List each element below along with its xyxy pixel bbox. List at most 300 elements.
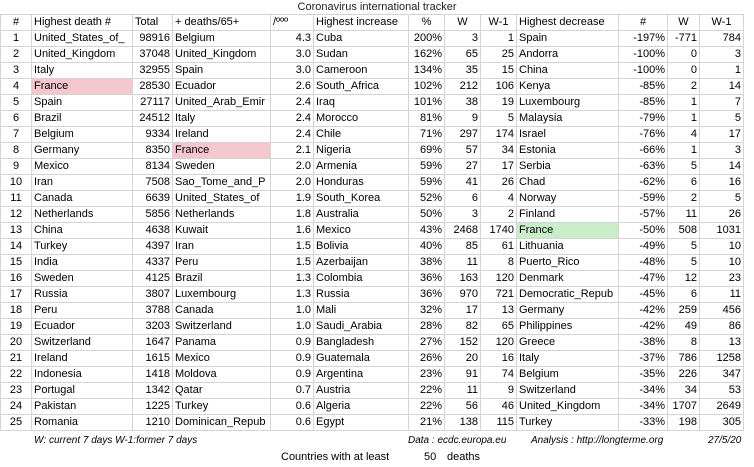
cell-total[interactable]: 32955 (133, 63, 173, 79)
cell-increase-pct[interactable]: 162% (409, 47, 445, 63)
header-total[interactable]: Total (133, 15, 173, 31)
cell-increase-pct[interactable]: 36% (409, 271, 445, 287)
cell-decrease-w[interactable]: 11 (668, 207, 700, 223)
cell-increase-country[interactable]: Bolivia (314, 239, 409, 255)
cell-decrease-pct[interactable]: -100% (619, 63, 668, 79)
header-decrease-w1[interactable]: W-1 (700, 15, 744, 31)
cell-total[interactable]: 5856 (133, 207, 173, 223)
cell-decrease-pct[interactable]: -38% (619, 335, 668, 351)
header-per65-country[interactable]: + deaths/65+ (173, 15, 271, 31)
cell-death-country[interactable]: Germany (32, 143, 133, 159)
cell-increase-w[interactable]: 11 (445, 383, 481, 399)
cell-decrease-w[interactable]: 198 (668, 415, 700, 431)
cell-decrease-country[interactable]: Democratic_Repub (517, 287, 619, 303)
cell-increase-w[interactable]: 35 (445, 63, 481, 79)
cell-decrease-w1[interactable]: 5 (700, 111, 744, 127)
cell-decrease-w1[interactable]: 456 (700, 303, 744, 319)
cell-increase-w[interactable]: 38 (445, 95, 481, 111)
cell-per65-country[interactable]: Kuwait (173, 223, 271, 239)
cell-per65-country[interactable]: Spain (173, 63, 271, 79)
cell-decrease-w1[interactable]: 26 (700, 207, 744, 223)
cell-total[interactable]: 4337 (133, 255, 173, 271)
cell-increase-w[interactable]: 82 (445, 319, 481, 335)
cell-increase-pct[interactable]: 40% (409, 239, 445, 255)
cell-increase-w[interactable]: 6 (445, 191, 481, 207)
cell-decrease-pct[interactable]: -85% (619, 95, 668, 111)
cell-decrease-w[interactable]: 1 (668, 111, 700, 127)
cell-increase-country[interactable]: Honduras (314, 175, 409, 191)
cell-decrease-w1[interactable]: 10 (700, 239, 744, 255)
cell-death-country[interactable]: United_States_of_ (32, 31, 133, 47)
cell-permille[interactable]: 1.9 (271, 191, 314, 207)
cell-total[interactable]: 3807 (133, 287, 173, 303)
cell-increase-w[interactable]: 91 (445, 367, 481, 383)
cell-decrease-country[interactable]: Lithuania (517, 239, 619, 255)
cell-per65-country[interactable]: France (173, 143, 271, 159)
cell-rank[interactable]: 18 (1, 303, 32, 319)
cell-permille[interactable]: 1.0 (271, 319, 314, 335)
cell-permille[interactable]: 2.4 (271, 111, 314, 127)
cell-decrease-pct[interactable]: -42% (619, 319, 668, 335)
cell-increase-w1[interactable]: 46 (481, 399, 517, 415)
cell-decrease-country[interactable]: Turkey (517, 415, 619, 431)
cell-decrease-w[interactable]: 1 (668, 143, 700, 159)
cell-per65-country[interactable]: Iran (173, 239, 271, 255)
cell-decrease-pct[interactable]: -50% (619, 223, 668, 239)
cell-decrease-w1[interactable]: 7 (700, 95, 744, 111)
cell-increase-w1[interactable]: 16 (481, 351, 517, 367)
cell-increase-w[interactable]: 27 (445, 159, 481, 175)
cell-increase-pct[interactable]: 50% (409, 207, 445, 223)
cell-increase-w1[interactable]: 9 (481, 383, 517, 399)
cell-rank[interactable]: 14 (1, 239, 32, 255)
cell-increase-w[interactable]: 163 (445, 271, 481, 287)
cell-rank[interactable]: 25 (1, 415, 32, 431)
cell-decrease-country[interactable]: Malaysia (517, 111, 619, 127)
cell-rank[interactable]: 20 (1, 335, 32, 351)
cell-increase-pct[interactable]: 69% (409, 143, 445, 159)
cell-permille[interactable]: 3.0 (271, 63, 314, 79)
cell-increase-country[interactable]: Austria (314, 383, 409, 399)
cell-permille[interactable]: 1.3 (271, 271, 314, 287)
cell-rank[interactable]: 21 (1, 351, 32, 367)
cell-per65-country[interactable]: Ecuador (173, 79, 271, 95)
cell-increase-country[interactable]: Australia (314, 207, 409, 223)
cell-increase-country[interactable]: Chile (314, 127, 409, 143)
cell-decrease-w1[interactable]: 53 (700, 383, 744, 399)
cell-decrease-pct[interactable]: -37% (619, 351, 668, 367)
cell-decrease-pct[interactable]: -76% (619, 127, 668, 143)
cell-decrease-w[interactable]: 2 (668, 79, 700, 95)
cell-rank[interactable]: 11 (1, 191, 32, 207)
cell-increase-w[interactable]: 152 (445, 335, 481, 351)
cell-increase-w[interactable]: 2468 (445, 223, 481, 239)
cell-death-country[interactable]: India (32, 255, 133, 271)
cell-per65-country[interactable]: Belgium (173, 31, 271, 47)
cell-total[interactable]: 7508 (133, 175, 173, 191)
cell-per65-country[interactable]: Turkey (173, 399, 271, 415)
cell-decrease-w[interactable]: 6 (668, 175, 700, 191)
cell-decrease-w1[interactable]: 17 (700, 127, 744, 143)
cell-decrease-w1[interactable]: 11 (700, 287, 744, 303)
cell-permille[interactable]: 0.9 (271, 335, 314, 351)
cell-decrease-pct[interactable]: -100% (619, 47, 668, 63)
cell-permille[interactable]: 0.7 (271, 383, 314, 399)
cell-increase-pct[interactable]: 43% (409, 223, 445, 239)
cell-permille[interactable]: 1.5 (271, 255, 314, 271)
cell-decrease-country[interactable]: Andorra (517, 47, 619, 63)
cell-decrease-w1[interactable]: 3 (700, 143, 744, 159)
cell-total[interactable]: 9334 (133, 127, 173, 143)
cell-decrease-w1[interactable]: 14 (700, 159, 744, 175)
cell-decrease-w1[interactable]: 86 (700, 319, 744, 335)
cell-per65-country[interactable]: Switzerland (173, 319, 271, 335)
cell-increase-country[interactable]: Armenia (314, 159, 409, 175)
cell-increase-w[interactable]: 56 (445, 399, 481, 415)
cell-increase-w1[interactable]: 13 (481, 303, 517, 319)
cell-increase-w1[interactable]: 65 (481, 319, 517, 335)
cell-decrease-w[interactable]: 786 (668, 351, 700, 367)
cell-increase-country[interactable]: Argentina (314, 367, 409, 383)
cell-decrease-w[interactable]: 34 (668, 383, 700, 399)
cell-total[interactable]: 24512 (133, 111, 173, 127)
cell-permille[interactable]: 1.3 (271, 287, 314, 303)
cell-death-country[interactable]: United_Kingdom (32, 47, 133, 63)
header-decrease-pct[interactable]: # (619, 15, 668, 31)
cell-rank[interactable]: 13 (1, 223, 32, 239)
cell-increase-pct[interactable]: 59% (409, 175, 445, 191)
cell-rank[interactable]: 7 (1, 127, 32, 143)
cell-increase-w[interactable]: 41 (445, 175, 481, 191)
cell-per65-country[interactable]: Mexico (173, 351, 271, 367)
cell-increase-pct[interactable]: 32% (409, 303, 445, 319)
cell-increase-country[interactable]: Morocco (314, 111, 409, 127)
cell-decrease-country[interactable]: Chad (517, 175, 619, 191)
cell-total[interactable]: 3203 (133, 319, 173, 335)
cell-total[interactable]: 8350 (133, 143, 173, 159)
cell-increase-country[interactable]: Saudi_Arabia (314, 319, 409, 335)
cell-per65-country[interactable]: Ireland (173, 127, 271, 143)
cell-rank[interactable]: 4 (1, 79, 32, 95)
cell-death-country[interactable]: Turkey (32, 239, 133, 255)
cell-death-country[interactable]: Romania (32, 415, 133, 431)
cell-increase-pct[interactable]: 38% (409, 255, 445, 271)
cell-total[interactable]: 1210 (133, 415, 173, 431)
cell-decrease-w[interactable]: 5 (668, 159, 700, 175)
cell-decrease-country[interactable]: Kenya (517, 79, 619, 95)
cell-increase-w[interactable]: 57 (445, 143, 481, 159)
cell-decrease-w1[interactable]: 16 (700, 175, 744, 191)
cell-per65-country[interactable]: Brazil (173, 271, 271, 287)
cell-decrease-pct[interactable]: -85% (619, 79, 668, 95)
cell-increase-country[interactable]: Cameroon (314, 63, 409, 79)
cell-increase-w[interactable]: 9 (445, 111, 481, 127)
cell-per65-country[interactable]: Luxembourg (173, 287, 271, 303)
cell-increase-w[interactable]: 3 (445, 31, 481, 47)
cell-increase-pct[interactable]: 21% (409, 415, 445, 431)
cell-increase-w[interactable]: 20 (445, 351, 481, 367)
cell-death-country[interactable]: Iran (32, 175, 133, 191)
cell-increase-w1[interactable]: 19 (481, 95, 517, 111)
cell-increase-country[interactable]: Azerbaijan (314, 255, 409, 271)
cell-decrease-pct[interactable]: -33% (619, 415, 668, 431)
header-decrease-w[interactable]: W (668, 15, 700, 31)
cell-increase-w1[interactable]: 1 (481, 31, 517, 47)
cell-decrease-country[interactable]: Greece (517, 335, 619, 351)
cell-decrease-country[interactable]: Israel (517, 127, 619, 143)
cell-decrease-country[interactable]: Denmark (517, 271, 619, 287)
cell-decrease-w1[interactable]: 784 (700, 31, 744, 47)
cell-permille[interactable]: 3.0 (271, 47, 314, 63)
cell-increase-w1[interactable]: 4 (481, 191, 517, 207)
cell-increase-country[interactable]: Iraq (314, 95, 409, 111)
cell-increase-pct[interactable]: 59% (409, 159, 445, 175)
header-increase-pct[interactable]: % (409, 15, 445, 31)
cell-death-country[interactable]: France (32, 79, 133, 95)
cell-decrease-pct[interactable]: -79% (619, 111, 668, 127)
cell-death-country[interactable]: Mexico (32, 159, 133, 175)
cell-decrease-w1[interactable]: 1258 (700, 351, 744, 367)
cell-per65-country[interactable]: Qatar (173, 383, 271, 399)
cell-decrease-country[interactable]: France (517, 223, 619, 239)
cell-death-country[interactable]: Switzerland (32, 335, 133, 351)
cell-permille[interactable]: 1.0 (271, 303, 314, 319)
cell-decrease-pct[interactable]: -49% (619, 239, 668, 255)
cell-increase-country[interactable]: Sudan (314, 47, 409, 63)
cell-decrease-w1[interactable]: 14 (700, 79, 744, 95)
cell-decrease-w1[interactable]: 2649 (700, 399, 744, 415)
cell-death-country[interactable]: Canada (32, 191, 133, 207)
cell-permille[interactable]: 2.4 (271, 127, 314, 143)
cell-total[interactable]: 4638 (133, 223, 173, 239)
cell-total[interactable]: 98916 (133, 31, 173, 47)
cell-increase-w1[interactable]: 34 (481, 143, 517, 159)
cell-total[interactable]: 27117 (133, 95, 173, 111)
header-death-country[interactable]: Highest death # (32, 15, 133, 31)
cell-death-country[interactable]: Ireland (32, 351, 133, 367)
cell-decrease-pct[interactable]: -59% (619, 191, 668, 207)
header-increase-w1[interactable]: W-1 (481, 15, 517, 31)
cell-permille[interactable]: 0.9 (271, 351, 314, 367)
cell-increase-w1[interactable]: 74 (481, 367, 517, 383)
cell-increase-w1[interactable]: 174 (481, 127, 517, 143)
cell-rank[interactable]: 5 (1, 95, 32, 111)
cell-rank[interactable]: 16 (1, 271, 32, 287)
cell-increase-w[interactable]: 212 (445, 79, 481, 95)
cell-decrease-w[interactable]: -771 (668, 31, 700, 47)
cell-rank[interactable]: 12 (1, 207, 32, 223)
cell-decrease-w[interactable]: 259 (668, 303, 700, 319)
cell-decrease-w[interactable]: 0 (668, 63, 700, 79)
cell-increase-w1[interactable]: 120 (481, 271, 517, 287)
cell-increase-w[interactable]: 17 (445, 303, 481, 319)
cell-decrease-w[interactable]: 12 (668, 271, 700, 287)
cell-total[interactable]: 3788 (133, 303, 173, 319)
cell-decrease-country[interactable]: Estonia (517, 143, 619, 159)
threshold-value[interactable]: 50 (424, 451, 437, 463)
cell-increase-w1[interactable]: 106 (481, 79, 517, 95)
cell-increase-pct[interactable]: 101% (409, 95, 445, 111)
cell-decrease-w1[interactable]: 23 (700, 271, 744, 287)
cell-per65-country[interactable]: United_Arab_Emir (173, 95, 271, 111)
cell-rank[interactable]: 1 (1, 31, 32, 47)
cell-decrease-w[interactable]: 8 (668, 335, 700, 351)
cell-per65-country[interactable]: United_Kingdom (173, 47, 271, 63)
cell-increase-pct[interactable]: 71% (409, 127, 445, 143)
cell-total[interactable]: 28530 (133, 79, 173, 95)
cell-increase-w1[interactable]: 17 (481, 159, 517, 175)
cell-rank[interactable]: 9 (1, 159, 32, 175)
header-decrease-country[interactable]: Highest decrease (517, 15, 619, 31)
cell-increase-pct[interactable]: 22% (409, 383, 445, 399)
cell-increase-w1[interactable]: 5 (481, 111, 517, 127)
cell-increase-w[interactable]: 11 (445, 255, 481, 271)
cell-decrease-country[interactable]: United_Kingdom (517, 399, 619, 415)
cell-per65-country[interactable]: Peru (173, 255, 271, 271)
cell-decrease-pct[interactable]: -42% (619, 303, 668, 319)
cell-increase-country[interactable]: South_Africa (314, 79, 409, 95)
cell-decrease-w1[interactable]: 5 (700, 191, 744, 207)
cell-decrease-w[interactable]: 1 (668, 95, 700, 111)
cell-increase-country[interactable]: Russia (314, 287, 409, 303)
cell-permille[interactable]: 0.9 (271, 367, 314, 383)
cell-decrease-w[interactable]: 1707 (668, 399, 700, 415)
cell-decrease-w[interactable]: 5 (668, 239, 700, 255)
cell-increase-w1[interactable]: 120 (481, 335, 517, 351)
cell-increase-country[interactable]: Egypt (314, 415, 409, 431)
cell-decrease-w[interactable]: 0 (668, 47, 700, 63)
cell-increase-w1[interactable]: 115 (481, 415, 517, 431)
cell-permille[interactable]: 1.5 (271, 239, 314, 255)
cell-rank[interactable]: 3 (1, 63, 32, 79)
cell-increase-w1[interactable]: 2 (481, 207, 517, 223)
cell-decrease-country[interactable]: Puerto_Rico (517, 255, 619, 271)
cell-increase-country[interactable]: Cuba (314, 31, 409, 47)
cell-rank[interactable]: 17 (1, 287, 32, 303)
cell-rank[interactable]: 8 (1, 143, 32, 159)
cell-increase-pct[interactable]: 52% (409, 191, 445, 207)
cell-permille[interactable]: 0.6 (271, 399, 314, 415)
cell-decrease-w[interactable]: 508 (668, 223, 700, 239)
cell-increase-pct[interactable]: 26% (409, 351, 445, 367)
cell-total[interactable]: 4397 (133, 239, 173, 255)
cell-decrease-w1[interactable]: 305 (700, 415, 744, 431)
header-increase-country[interactable]: Highest increase (314, 15, 409, 31)
cell-permille[interactable]: 1.8 (271, 207, 314, 223)
cell-death-country[interactable]: Ecuador (32, 319, 133, 335)
cell-decrease-w1[interactable]: 13 (700, 335, 744, 351)
cell-increase-country[interactable]: Guatemala (314, 351, 409, 367)
cell-per65-country[interactable]: Netherlands (173, 207, 271, 223)
cell-death-country[interactable]: Belgium (32, 127, 133, 143)
cell-increase-pct[interactable]: 134% (409, 63, 445, 79)
cell-rank[interactable]: 10 (1, 175, 32, 191)
cell-increase-pct[interactable]: 102% (409, 79, 445, 95)
cell-per65-country[interactable]: Sweden (173, 159, 271, 175)
cell-increase-w[interactable]: 3 (445, 207, 481, 223)
cell-increase-w[interactable]: 85 (445, 239, 481, 255)
cell-death-country[interactable]: Sweden (32, 271, 133, 287)
cell-decrease-pct[interactable]: -35% (619, 367, 668, 383)
cell-per65-country[interactable]: United_States_of (173, 191, 271, 207)
cell-increase-pct[interactable]: 23% (409, 367, 445, 383)
cell-decrease-w1[interactable]: 347 (700, 367, 744, 383)
cell-increase-pct[interactable]: 200% (409, 31, 445, 47)
cell-decrease-w[interactable]: 4 (668, 127, 700, 143)
cell-per65-country[interactable]: Italy (173, 111, 271, 127)
cell-decrease-w1[interactable]: 1031 (700, 223, 744, 239)
cell-rank[interactable]: 19 (1, 319, 32, 335)
cell-death-country[interactable]: China (32, 223, 133, 239)
cell-death-country[interactable]: Italy (32, 63, 133, 79)
header-permille[interactable]: /ººº (271, 15, 314, 31)
cell-rank[interactable]: 15 (1, 255, 32, 271)
cell-increase-w[interactable]: 138 (445, 415, 481, 431)
cell-decrease-pct[interactable]: -45% (619, 287, 668, 303)
cell-total[interactable]: 1418 (133, 367, 173, 383)
cell-decrease-country[interactable]: Luxembourg (517, 95, 619, 111)
cell-total[interactable]: 8134 (133, 159, 173, 175)
cell-per65-country[interactable]: Sao_Tome_and_P (173, 175, 271, 191)
cell-increase-w1[interactable]: 15 (481, 63, 517, 79)
cell-decrease-pct[interactable]: -197% (619, 31, 668, 47)
cell-decrease-w[interactable]: 2 (668, 191, 700, 207)
cell-death-country[interactable]: Brazil (32, 111, 133, 127)
cell-decrease-country[interactable]: Norway (517, 191, 619, 207)
cell-increase-country[interactable]: South_Korea (314, 191, 409, 207)
cell-decrease-pct[interactable]: -48% (619, 255, 668, 271)
cell-permille[interactable]: 1.6 (271, 223, 314, 239)
cell-decrease-pct[interactable]: -63% (619, 159, 668, 175)
cell-rank[interactable]: 22 (1, 367, 32, 383)
cell-increase-w1[interactable]: 61 (481, 239, 517, 255)
cell-decrease-country[interactable]: Serbia (517, 159, 619, 175)
cell-death-country[interactable]: Spain (32, 95, 133, 111)
cell-decrease-w[interactable]: 5 (668, 255, 700, 271)
cell-decrease-pct[interactable]: -47% (619, 271, 668, 287)
cell-decrease-pct[interactable]: -66% (619, 143, 668, 159)
cell-increase-country[interactable]: Mali (314, 303, 409, 319)
cell-permille[interactable]: 2.6 (271, 79, 314, 95)
cell-increase-w1[interactable]: 1740 (481, 223, 517, 239)
cell-total[interactable]: 4125 (133, 271, 173, 287)
cell-increase-country[interactable]: Algeria (314, 399, 409, 415)
cell-decrease-country[interactable]: Finland (517, 207, 619, 223)
cell-decrease-w[interactable]: 226 (668, 367, 700, 383)
cell-increase-pct[interactable]: 22% (409, 399, 445, 415)
cell-decrease-pct[interactable]: -57% (619, 207, 668, 223)
cell-total[interactable]: 1615 (133, 351, 173, 367)
cell-rank[interactable]: 24 (1, 399, 32, 415)
cell-death-country[interactable]: Russia (32, 287, 133, 303)
cell-increase-country[interactable]: Nigeria (314, 143, 409, 159)
cell-decrease-w1[interactable]: 10 (700, 255, 744, 271)
cell-decrease-pct[interactable]: -34% (619, 399, 668, 415)
cell-decrease-w[interactable]: 6 (668, 287, 700, 303)
cell-increase-pct[interactable]: 28% (409, 319, 445, 335)
cell-total[interactable]: 6639 (133, 191, 173, 207)
cell-increase-w1[interactable]: 721 (481, 287, 517, 303)
cell-decrease-country[interactable]: Italy (517, 351, 619, 367)
cell-death-country[interactable]: Portugal (32, 383, 133, 399)
cell-decrease-country[interactable]: Spain (517, 31, 619, 47)
cell-permille[interactable]: 2.4 (271, 95, 314, 111)
cell-per65-country[interactable]: Moldova (173, 367, 271, 383)
cell-decrease-country[interactable]: China (517, 63, 619, 79)
cell-total[interactable]: 1647 (133, 335, 173, 351)
cell-decrease-country[interactable]: Belgium (517, 367, 619, 383)
cell-per65-country[interactable]: Canada (173, 303, 271, 319)
